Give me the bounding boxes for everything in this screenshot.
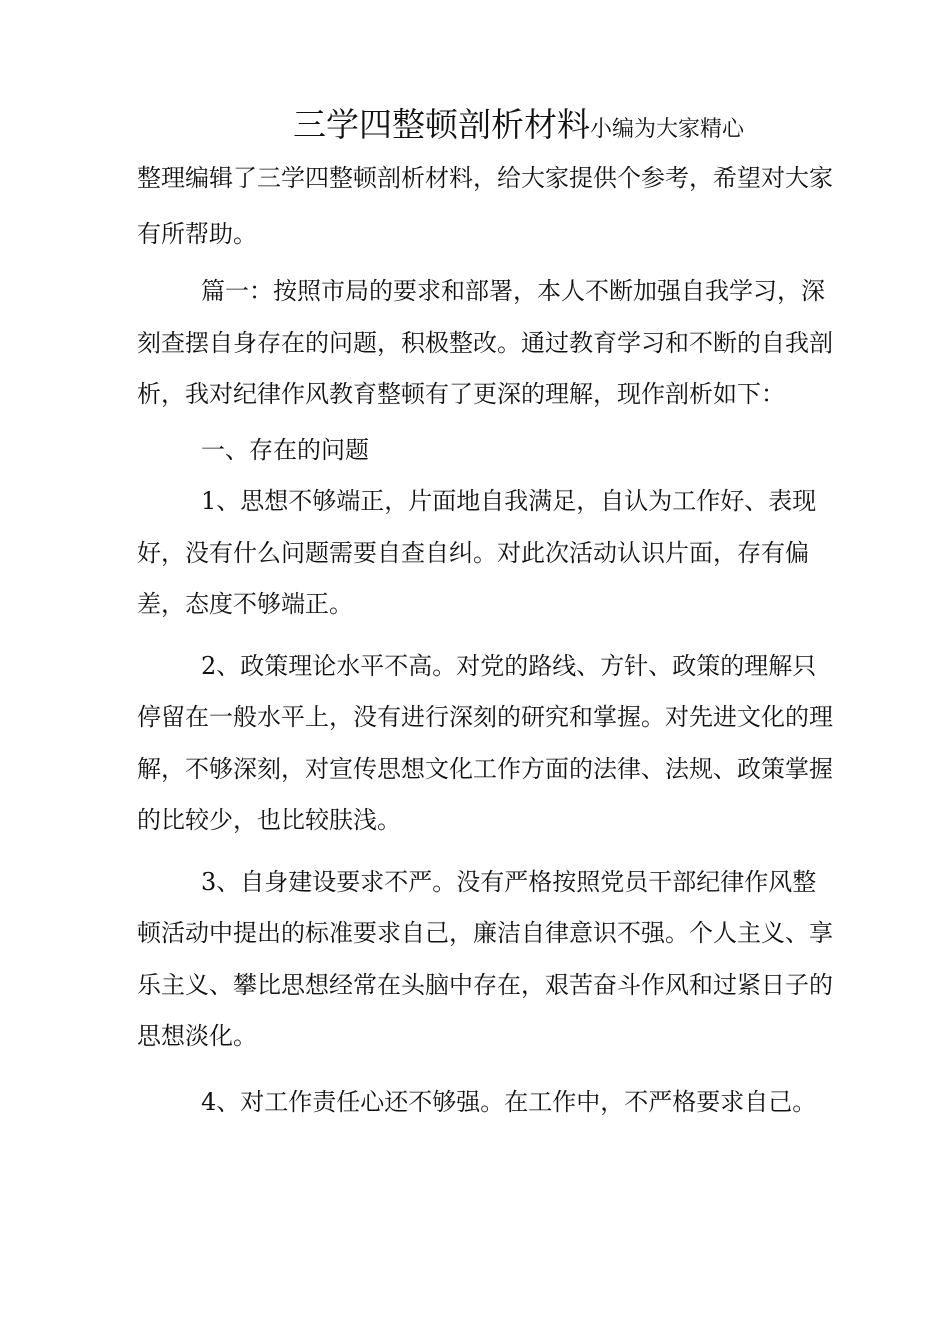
paragraph-item-2: 2、政策理论水平不高。对党的路线、方针、政策的理解只停留在一般水平上，没有进行深刻的研究和掌握。对先进文化的理解，不够深刻，对宣传思想文化工作方面的法律、法规、政策掌握的比较少，也比较肤浅。	[137, 651, 833, 834]
section-heading: 一、存在的问题	[201, 435, 369, 464]
title-continuation: 小编为大家精心	[590, 117, 745, 142]
paragraph-item-4: 4、对工作责任心还不够强。在工作中，不严格要求自己。	[201, 1087, 817, 1116]
title-line	[137, 100, 837, 150]
paragraph-1: 篇一：按照市局的要求和部署，本人不断加强自我学习，深刻查摆自身存在的问题，积极整改。通过教育学习和不断的自我剖析，我对纪律作风教育整顿有了更深的理解，现作剖析如下：	[137, 277, 833, 408]
paragraph-item-3: 3、自身建设要求不严。没有严格按照党员干部纪律作风整顿活动中提出的标准要求自己，廉洁自律意识不强。个人主义、享乐主义、攀比思想经常在头脑中存在，艰苦奋斗作风和过紧日子的思想淡化。	[137, 867, 833, 1050]
paragraph-item-1: 1、思想不够端正，片面地自我满足，自认为工作好、表现好，没有什么问题需要自查自纠。对此次活动认识片面，存有偏差，态度不够端正。	[137, 487, 817, 618]
intro-paragraph: 整理编辑了三学四整顿剖析材料，给大家提供个参考，希望对大家有所帮助。	[137, 164, 833, 248]
document-body	[137, 100, 837, 1128]
document-title: 三学四整顿剖析材料	[293, 105, 590, 144]
